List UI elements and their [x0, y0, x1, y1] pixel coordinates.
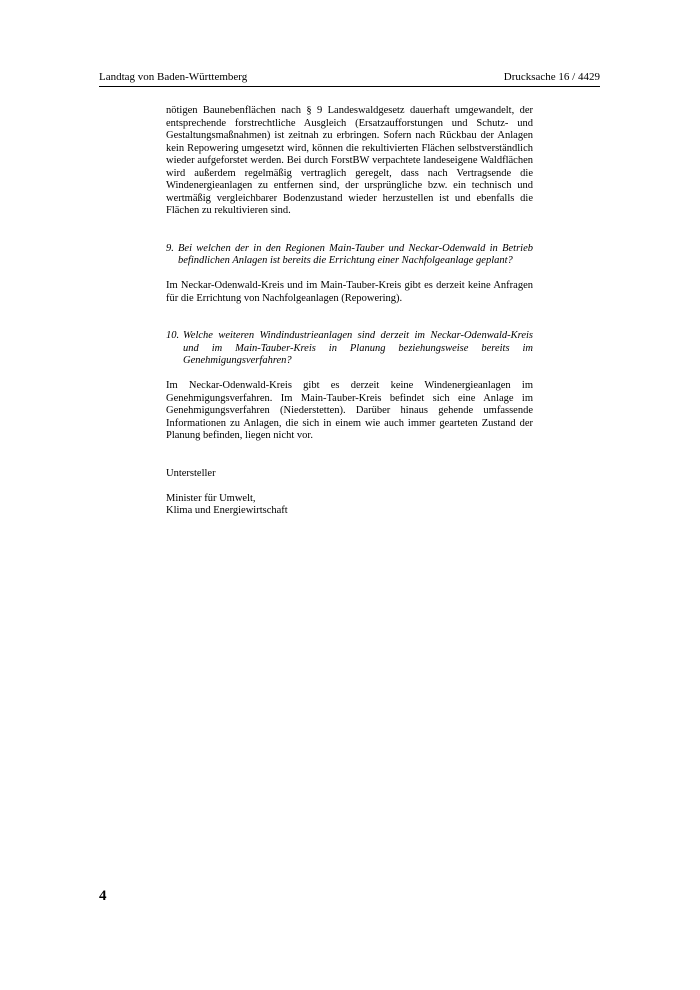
paragraph-continuation: nötigen Baunebenflächen nach § 9 Landeswaldgesetz dauerhaft umgewandelt, der entsprechende forstrechtliche Ausgleich (Ersatzaufforstungen und Schutz- und Gestaltungsmaßnahmen) ist zeitnah zu erbringen. Sofern nach Rückbau der Anlagen kein Repowering umgesetzt wird, können die rekultivierten Flächen selbstverständlich wieder aufgeforstet werden. Bei durch ForstBW verpachtete landeseigene Waldflächen wird außerdem regelmäßig vertraglich geregelt, dass nach Vertragsende die Windenergieanlagen zu entfernen sind, der ursprüngliche bzw. ein technisch und wertmäßig vergleichbarer Bodenzustand wieder herzustellen ist und ebenfalls die Flächen zu rekultivieren sind. [166, 105, 533, 216]
question-10 [166, 330, 533, 368]
signature-title-line1: Minister für Umwelt, [166, 492, 256, 504]
question-9-number: 9. [166, 242, 174, 254]
answer-9: Im Neckar-Odenwald-Kreis und im Main-Tauber-Kreis gibt es derzeit keine Anfragen für die Errichtung von Nachfolgeanlagen (Repowering). [166, 280, 533, 304]
document-body [166, 105, 533, 518]
header-right: Drucksache 16 / 4429 [503, 71, 600, 83]
question-9 [166, 243, 533, 268]
question-10-text: Welche weiteren Windindustrieanlagen sind derzeit im Neckar-Odenwald-Kreis und im Main-Tauber-Kreis in Planung beziehungsweise bereits im Genehmigungsverfahren? [183, 330, 533, 366]
header-left: Landtag von Baden-Württemberg [99, 71, 248, 83]
page-number: 4 [99, 888, 107, 904]
signature-name: Untersteller [166, 467, 216, 479]
header-rule [99, 86, 600, 87]
question-10-number: 10. [166, 330, 180, 341]
question-9-text: Bei welchen der in den Regionen Main-Tauber und Neckar-Odenwald in Betrieb befindlichen Anlagen ist bereits die Errichtung einer Nachfolgeanlage geplant? [178, 242, 533, 266]
signature-title-line2: Klima und Energiewirtschaft [166, 505, 288, 516]
answer-10: Im Neckar-Odenwald-Kreis gibt es derzeit keine Windenergieanlagen im Genehmigungsverfahren. Im Main-Tauber-Kreis befindet sich eine Anlage im Genehmigungsverfahren (Niederstetten). Darüber hinaus gehende umfassende Informationen zu Anlagen, die sich in einem wie auch immer gearteten Zustand der Planung befinden, liegen nicht vor. [166, 380, 533, 441]
page-header [99, 71, 600, 84]
